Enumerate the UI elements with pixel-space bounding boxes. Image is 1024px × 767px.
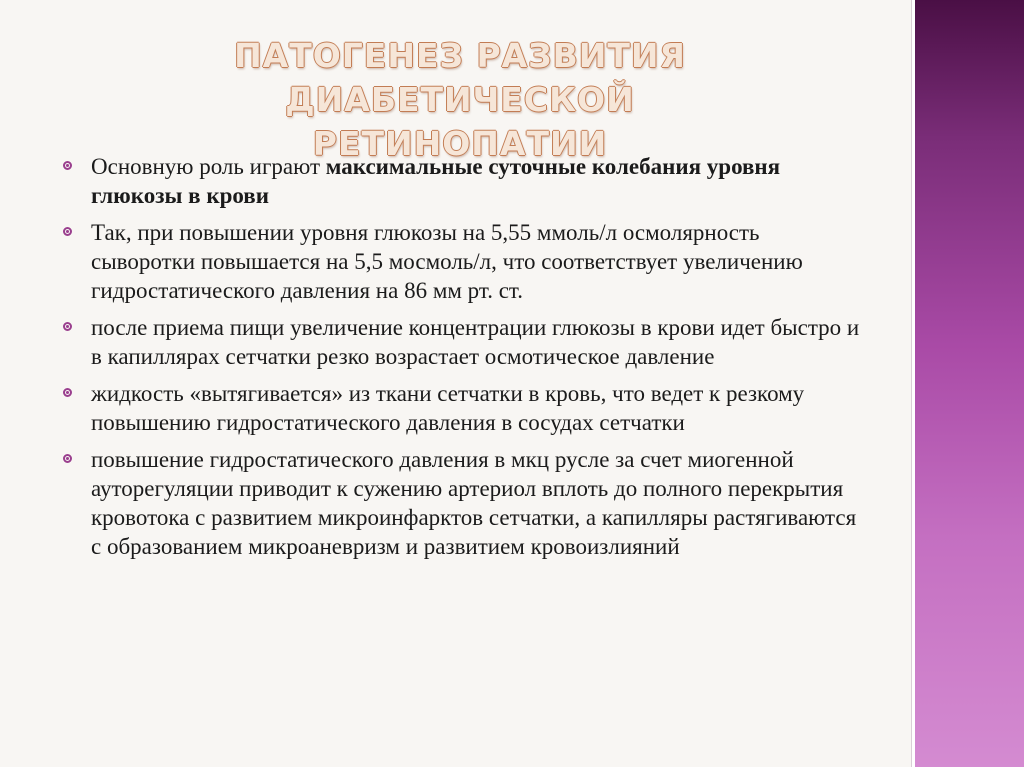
circle-bullet-icon — [63, 388, 72, 397]
bullet-item — [60, 218, 860, 305]
bullet-text-bold: максимальные суточные колебания уровня глюкозы в крови — [91, 154, 781, 208]
bullet-text: Так, при повышении уровня глюкозы на 5,55 ммоль/л осмолярность сыворотки повышается на 5,5 мосмоль/л, что соответствует увеличению гидростатического давления на 86 мм рт. ст. — [91, 220, 803, 303]
bullet-item — [60, 445, 860, 561]
slide-title-line-1: ПАТОГЕНЕЗ РАЗВИТИЯ ДИАБЕТИЧЕСКОЙ — [234, 36, 686, 119]
circle-bullet-icon — [63, 322, 72, 331]
divider-line — [911, 0, 914, 767]
circle-bullet-icon — [63, 454, 72, 463]
bullet-text: жидкость «вытягивается» из ткани сетчатки в кровь, что ведет к резкому повышению гидростатического давления в сосудах сетчатки — [91, 381, 805, 435]
bullet-item — [60, 313, 860, 371]
slide-title — [100, 34, 820, 166]
bullet-item — [60, 379, 860, 437]
bullet-text: повышение гидростатического давления в мкц русле за счет миогенной ауторегуляции приводит к сужению артериол вплоть до полного перекрытия кровотока с развитием микроинфарктов сетчатки, а капилляры растягиваются с образованием микроаневризм и развитием кровоизлияний — [91, 447, 857, 559]
bullet-text: после приема пищи увеличение концентрации глюкозы в крови идет быстро и в капиллярах сетчатки резко возрастает осмотическое давление — [91, 315, 860, 369]
bullet-text: Основную роль играют — [91, 154, 326, 179]
bullet-list — [60, 152, 860, 569]
bullet-item — [60, 152, 860, 210]
circle-bullet-icon — [63, 227, 72, 236]
slide-title-line-2: РЕТИНОПАТИИ — [312, 124, 608, 163]
circle-bullet-icon — [63, 161, 72, 170]
decorative-side-band — [915, 0, 1024, 767]
